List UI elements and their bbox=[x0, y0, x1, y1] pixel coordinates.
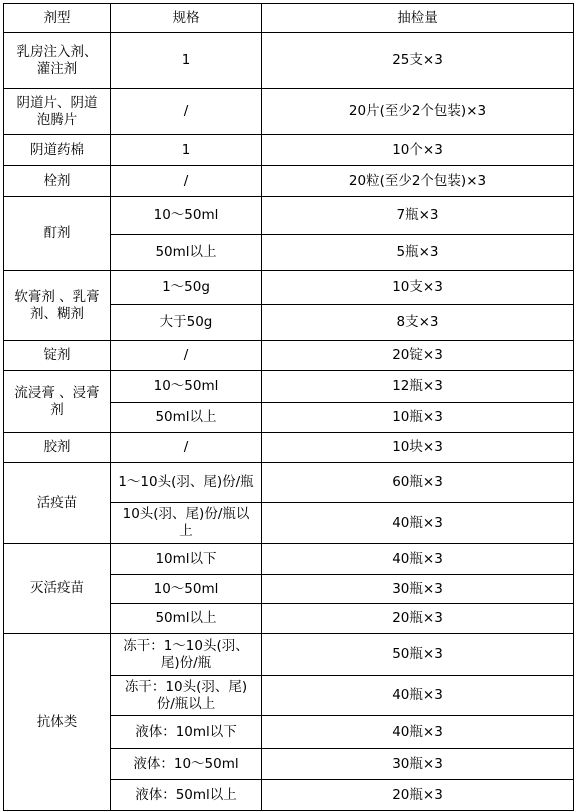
quantity-cell: 10支×3 bbox=[262, 271, 574, 305]
spec-cell: 液体：50ml以上 bbox=[111, 780, 262, 811]
spec-cell: 10～50ml bbox=[111, 371, 262, 403]
quantity-cell: 10瓶×3 bbox=[262, 403, 574, 433]
quantity-cell: 40瓶×3 bbox=[262, 716, 574, 749]
spec-cell: 10～50ml bbox=[111, 197, 262, 235]
spec-cell: 液体：10～50ml bbox=[111, 749, 262, 780]
dosage-form-cell: 流浸膏 、浸膏剂 bbox=[4, 371, 111, 433]
table-row bbox=[4, 89, 574, 135]
quantity-cell: 30瓶×3 bbox=[262, 575, 574, 604]
quantity-cell: 7瓶×3 bbox=[262, 197, 574, 235]
sampling-table bbox=[3, 3, 574, 811]
table-row bbox=[4, 433, 574, 463]
quantity-cell: 20瓶×3 bbox=[262, 780, 574, 811]
quantity-cell: 12瓶×3 bbox=[262, 371, 574, 403]
header-form: 剂型 bbox=[4, 4, 111, 33]
dosage-form-cell: 锭剂 bbox=[4, 341, 111, 371]
quantity-cell: 10块×3 bbox=[262, 433, 574, 463]
table-row bbox=[4, 544, 574, 575]
spec-cell: 冻干：1～10头(羽、尾)份/瓶 bbox=[111, 634, 262, 676]
dosage-form-cell: 阴道药棉 bbox=[4, 135, 111, 166]
table-row bbox=[4, 463, 574, 503]
dosage-form-cell: 酊剂 bbox=[4, 197, 111, 271]
quantity-cell: 30瓶×3 bbox=[262, 749, 574, 780]
spec-cell: / bbox=[111, 166, 262, 197]
table-row bbox=[4, 634, 574, 676]
header-spec: 规格 bbox=[111, 4, 262, 33]
quantity-cell: 8支×3 bbox=[262, 305, 574, 341]
dosage-form-cell: 活疫苗 bbox=[4, 463, 111, 544]
quantity-cell: 20片(至少2个包装)×3 bbox=[262, 89, 574, 135]
quantity-cell: 40瓶×3 bbox=[262, 544, 574, 575]
dosage-form-cell: 灭活疫苗 bbox=[4, 544, 111, 634]
spec-cell: 冻干：10头(羽、尾)份/瓶以上 bbox=[111, 676, 262, 716]
dosage-form-cell: 阴道片、阴道泡腾片 bbox=[4, 89, 111, 135]
spec-cell: / bbox=[111, 433, 262, 463]
quantity-cell: 5瓶×3 bbox=[262, 235, 574, 271]
table-row bbox=[4, 197, 574, 235]
spec-cell: 1～50g bbox=[111, 271, 262, 305]
quantity-cell: 10个×3 bbox=[262, 135, 574, 166]
dosage-form-cell: 软膏剂 、乳膏剂、糊剂 bbox=[4, 271, 111, 341]
spec-cell: 1 bbox=[111, 33, 262, 89]
table-row bbox=[4, 33, 574, 89]
table-row bbox=[4, 371, 574, 403]
dosage-form-cell: 抗体类 bbox=[4, 634, 111, 811]
spec-cell: 50ml以上 bbox=[111, 235, 262, 271]
quantity-cell: 20锭×3 bbox=[262, 341, 574, 371]
dosage-form-cell: 乳房注入剂、灌注剂 bbox=[4, 33, 111, 89]
quantity-cell: 40瓶×3 bbox=[262, 676, 574, 716]
quantity-cell: 60瓶×3 bbox=[262, 463, 574, 503]
quantity-cell: 50瓶×3 bbox=[262, 634, 574, 676]
spec-cell: 1 bbox=[111, 135, 262, 166]
spec-cell: / bbox=[111, 341, 262, 371]
spec-cell: 1～10头(羽、尾)份/瓶 bbox=[111, 463, 262, 503]
quantity-cell: 20粒(至少2个包装)×3 bbox=[262, 166, 574, 197]
spec-cell: 10ml以下 bbox=[111, 544, 262, 575]
table-row bbox=[4, 341, 574, 371]
dosage-form-cell: 胶剂 bbox=[4, 433, 111, 463]
table-row bbox=[4, 135, 574, 166]
spec-cell: 50ml以上 bbox=[111, 604, 262, 634]
spec-cell: 10～50ml bbox=[111, 575, 262, 604]
spec-cell: 大于50g bbox=[111, 305, 262, 341]
spec-cell: 液体：10ml以下 bbox=[111, 716, 262, 749]
quantity-cell: 20瓶×3 bbox=[262, 604, 574, 634]
dosage-form-cell: 栓剂 bbox=[4, 166, 111, 197]
quantity-cell: 25支×3 bbox=[262, 33, 574, 89]
table-row bbox=[4, 166, 574, 197]
quantity-cell: 40瓶×3 bbox=[262, 503, 574, 544]
header-qty: 抽检量 bbox=[262, 4, 574, 33]
table-row bbox=[4, 271, 574, 305]
spec-cell: 50ml以上 bbox=[111, 403, 262, 433]
spec-cell: 10头(羽、尾)份/瓶以上 bbox=[111, 503, 262, 544]
spec-cell: / bbox=[111, 89, 262, 135]
